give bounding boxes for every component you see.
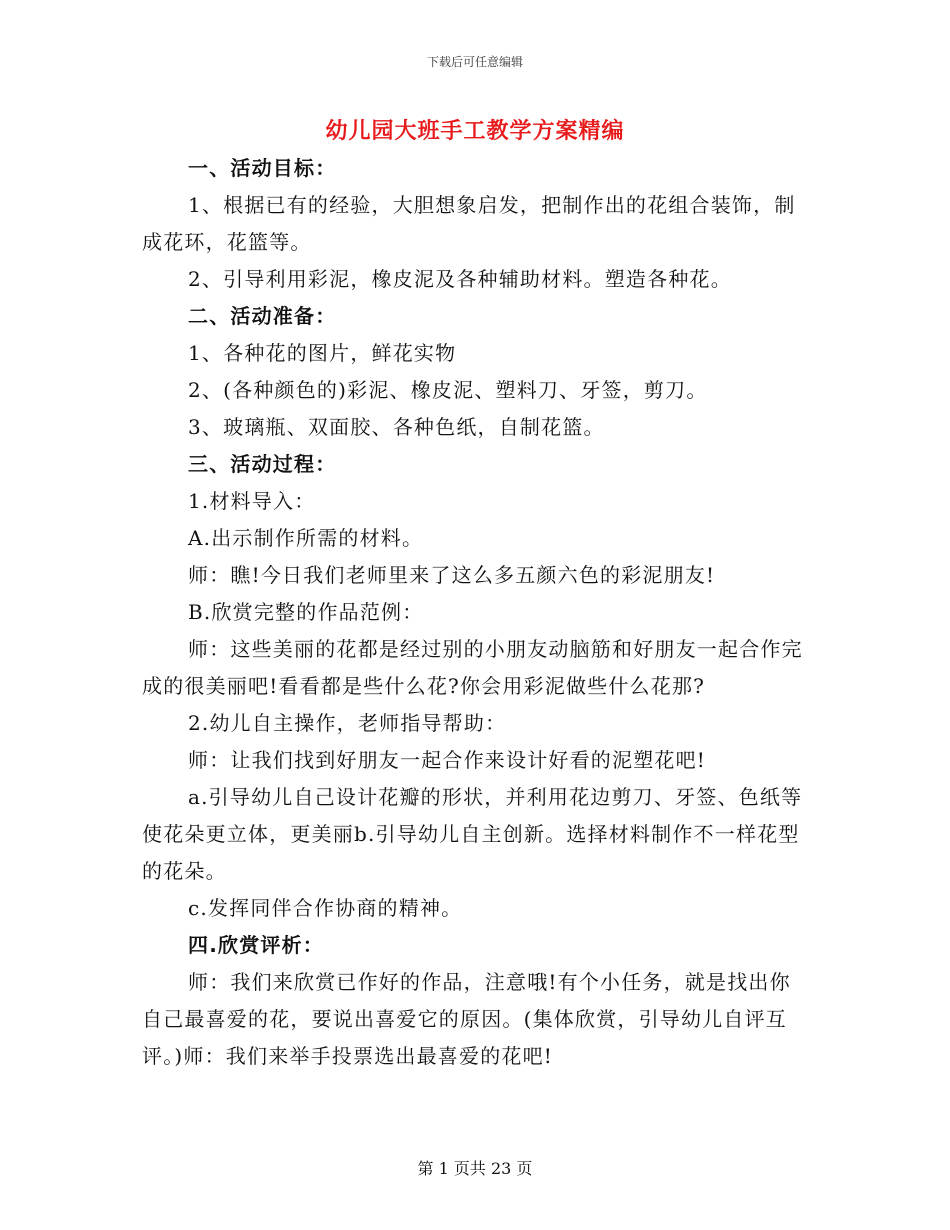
paragraph: 师：让我们找到好朋友一起合作来设计好看的泥塑花吧! — [188, 748, 707, 772]
document-body — [142, 150, 810, 1075]
section-heading-goals: 一、活动目标： — [188, 156, 337, 180]
section-heading-preparation: 二、活动准备： — [188, 304, 337, 328]
section-heading-appreciation: 四.欣赏评析： — [188, 933, 324, 957]
paragraph: 1、根据已有的经验，大胆想象启发，把制作出的花组合装饰，制成花环，花篮等。 — [142, 193, 796, 254]
paragraph: 师：瞧!今日我们老师里来了这么多五颜六色的彩泥朋友! — [188, 563, 716, 587]
paragraph: a.引导幼儿自己设计花瓣的形状，并利用花边剪刀、牙签、色纸等使花朵更立体，更美丽b.引导幼儿自主创新。选择材料制作不一样花型的花朵。 — [142, 785, 803, 883]
paragraph: 1、各种花的图片，鲜花实物 — [188, 341, 457, 365]
paragraph: 1.材料导入： — [188, 489, 316, 513]
header-note: 下载后可任意编辑 — [426, 55, 523, 69]
page-number-footer: 第 1 页共 23 页 — [417, 1159, 533, 1178]
paragraph: c.发挥同伴合作协商的精神。 — [188, 896, 463, 920]
paragraph: 2.幼儿自主操作，老师指导帮助： — [188, 711, 507, 735]
paragraph: 2、引导利用彩泥，橡皮泥及各种辅助材料。塑造各种花。 — [188, 267, 732, 291]
paragraph: 2、(各种颜色的)彩泥、橡皮泥、塑料刀、牙签，剪刀。 — [188, 378, 708, 402]
paragraph: A.出示制作所需的材料。 — [188, 526, 424, 550]
section-heading-process: 三、活动过程： — [188, 452, 337, 476]
paragraph: 3、玻璃瓶、双面胶、各种色纸，自制花篮。 — [188, 415, 605, 439]
document-title: 幼儿园大班手工教学方案精编 — [325, 119, 625, 144]
paragraph: 师：这些美丽的花都是经过别的小朋友动脑筋和好朋友一起合作完成的很美丽吧!看看都是些什么花?你会用彩泥做些什么花那? — [142, 637, 803, 698]
paragraph: 师：我们来欣赏已作好的作品，注意哦!有个小任务，就是找出你自己最喜爱的花，要说出喜爱它的原因。(集体欣赏，引导幼儿自评互评。)师：我们来举手投票选出最喜爱的花吧! — [142, 970, 791, 1068]
paragraph: B.欣赏完整的作品范例： — [188, 600, 424, 624]
